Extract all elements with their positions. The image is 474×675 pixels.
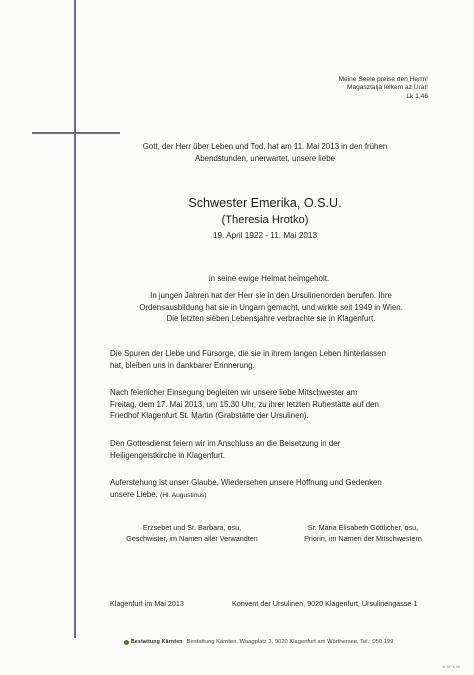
memory-line-1: Die Spuren der Liebe und Fürsorge, die sie in ihrem langen Leben hinterlassen xyxy=(110,349,386,358)
cross-vertical-bar xyxy=(74,0,76,638)
cross-horizontal-bar xyxy=(32,132,120,134)
memory-line-2: hat, bleiben uns in dankbarer Erinnerung. xyxy=(110,360,255,370)
quote-text-end: unsere Liebe. xyxy=(110,489,158,499)
undertaker-logo xyxy=(124,639,183,645)
signature-convent xyxy=(280,523,446,545)
undertaker-info xyxy=(124,639,393,645)
funeral-line-2: Freitag, dem 17. Mai 2013, um 15.30 Uhr, zu ihrer letzten Ruhestätte auf den xyxy=(110,399,379,409)
signature-prioress-role: Priorin, im Namen der Mitschwestern xyxy=(304,533,422,543)
quote-attribution: (Hl. Augustinus) xyxy=(160,491,207,499)
signature-prioress-name: Sr. Maria Elisabeth Göttlicher, osu, xyxy=(307,523,419,532)
biography-line-2: Ordensausbildung hat sie in Ungarn gemacht, und wirkte seit 1949 in Wien. xyxy=(139,302,403,312)
funeral-line-3: Friedhof Klagenfurt St. Martin (Grabstätte der Ursulinen). xyxy=(110,411,309,421)
paragraph-memory xyxy=(110,348,432,371)
undertaker-details: Bestattung Kärnten, Waagplatz 2, 9020 Klagenfurt am Wörthersee, Tel.: 050 199 xyxy=(186,639,394,645)
undertaker-logo-text: Bestattung Kärnten xyxy=(131,639,183,645)
biography-line-1: In jungen Jahren hat der Herr sie in den Ursulinenorden berufen. Ihre xyxy=(150,291,392,300)
signature-family-names: Erzsebet und Sr. Barbara, osu, xyxy=(142,523,242,532)
signature-family xyxy=(112,523,272,545)
service-line-2: Heiligengeistkirche in Klagenfurt. xyxy=(110,450,225,460)
intro-line-2: Abendstunden, unerwartet, unsere liebe xyxy=(195,153,335,163)
paragraph-service xyxy=(110,438,432,461)
service-line-1: Den Gottesdienst feiern wir im Anschluss an die Beisetzung in der xyxy=(110,439,341,448)
deceased-birth-name: (Theresia Hrotko) xyxy=(221,214,309,226)
quote-line-2 xyxy=(110,489,432,502)
biography-line-3: Die letzten sieben Lebensjahre verbrachte sie in Klagenfurt. xyxy=(166,314,376,324)
life-dates: 19. April 1922 - 11. Mai 2013 xyxy=(212,231,318,240)
bible-motto xyxy=(339,76,428,101)
deceased-name: Schwester Emerika, O.S.U. xyxy=(188,196,342,210)
funeral-line-1: Nach feierlicher Einsegung begleiten wir unsere liebe Mitschwester am xyxy=(110,388,358,397)
intro-line-1: Gott, der Herr über Leben und Tod, hat am 11. Mai 2013 in den frühen xyxy=(142,142,388,151)
paragraph-biography xyxy=(110,290,432,325)
quote-line-1: Auferstehung ist unser Glaube, Wiedersehen unsere Hoffnung und Gedenken xyxy=(110,478,382,487)
paragraph-funeral xyxy=(110,387,432,422)
signature-family-role: Geschwister, im Namen aller Verwandten xyxy=(126,533,258,543)
motto-line-hungarian: Magasztalja lelkem az Urat! xyxy=(347,84,428,92)
motto-line-german: Meine Seele preise den Herrn! xyxy=(338,76,428,83)
logo-leaf-icon xyxy=(124,640,129,645)
intro-text xyxy=(100,141,430,164)
paragraph-heimgeholt: in seine ewige Heimat heimgeholt. xyxy=(208,274,330,283)
paragraph-quote xyxy=(110,477,432,501)
place-and-date: Klagenfurt im Mai 2013 xyxy=(110,599,184,608)
print-code: ⊕ DP K 06 xyxy=(442,665,460,669)
motto-reference: Lk 1,46 xyxy=(406,92,428,100)
convent-address: Konvent der Ursulinen, 9020 Klagenfurt, Ursulinengasse 1 xyxy=(232,599,418,608)
